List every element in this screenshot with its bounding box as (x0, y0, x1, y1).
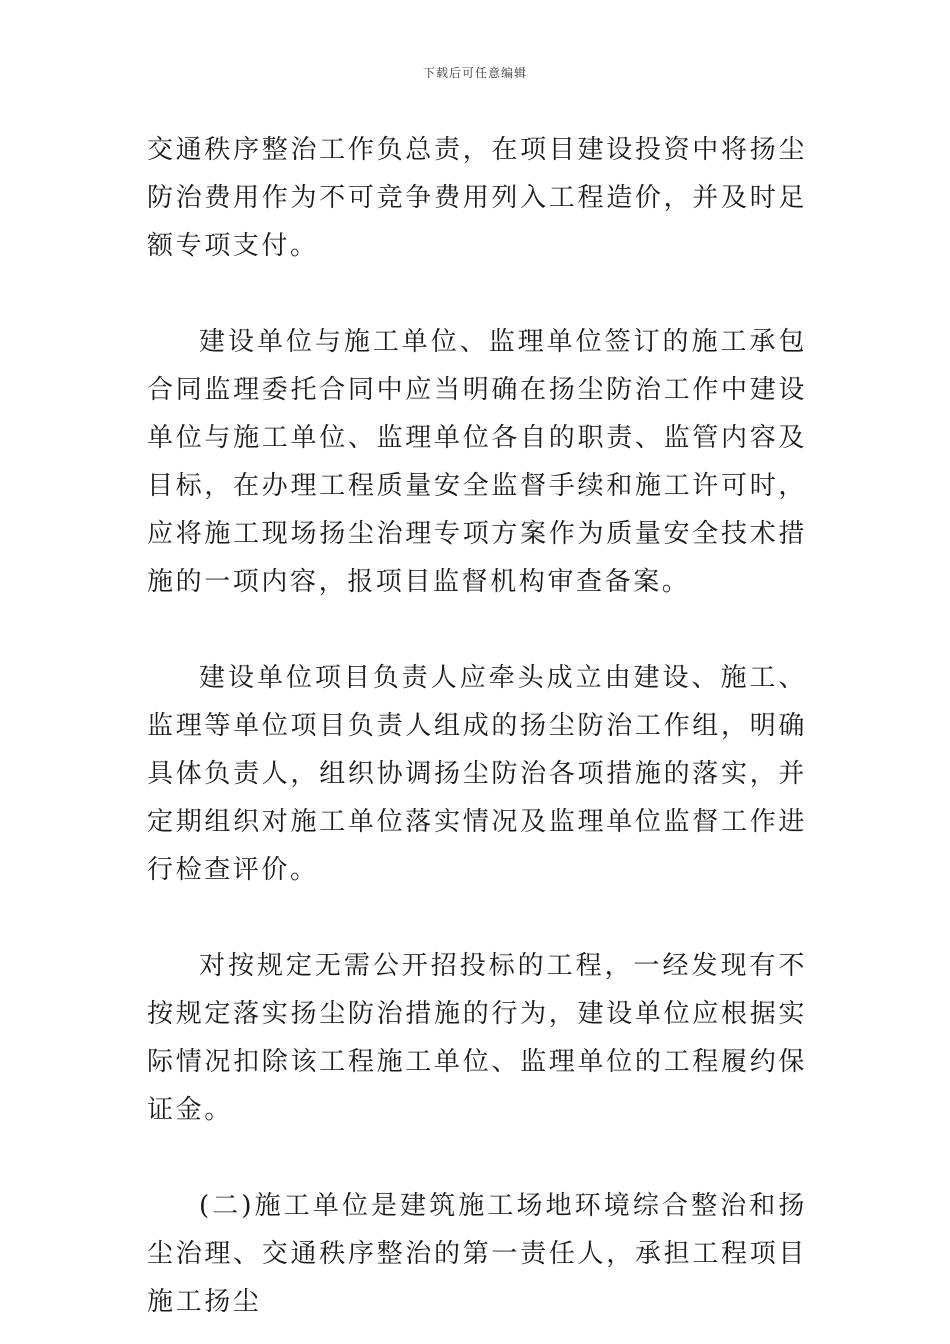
paragraph-3: 建设单位项目负责人应牵头成立由建设、施工、监理等单位项目负责人组成的扬尘防治工作组，明确具体负责人，组织协调扬尘防治各项措施的落实，并定期组织对施工单位落实情况及监理单位监督工作进行检查评价。 (147, 663, 807, 885)
paragraph-gap (147, 894, 807, 942)
paragraph-gap (147, 270, 807, 318)
paragraph-gap (147, 606, 807, 654)
paragraph-2: 建设单位与施工单位、监理单位签订的施工承包合同监理委托合同中应当明确在扬尘防治工作中建设单位与施工单位、监理单位各自的职责、监管内容及目标，在办理工程质量安全监督手续和施工许可时，应将施工现场扬尘治理专项方案作为质量安全技术措施的一项内容，报项目监督机构审查备案。 (147, 327, 807, 597)
paragraph-1: 交通秩序整治工作负总责，在项目建设投资中将扬尘防治费用作为不可竞争费用列入工程造价，并及时足额专项支付。 (147, 135, 807, 261)
header-note: 下载后可任意编辑 (422, 66, 527, 80)
paragraph-5: (二)施工单位是建筑施工场地环境综合整治和扬尘治理、交通秩序整治的第一责任人，承担工程项目施工扬尘 (147, 1191, 807, 1317)
paragraph-4: 对按规定无需公开招投标的工程，一经发现有不按规定落实扬尘防治措施的行为，建设单位应根据实际情况扣除该工程施工单位、监理单位的工程履约保证金。 (147, 951, 807, 1125)
paragraph-gap (147, 1134, 807, 1182)
document-body (147, 126, 807, 1326)
